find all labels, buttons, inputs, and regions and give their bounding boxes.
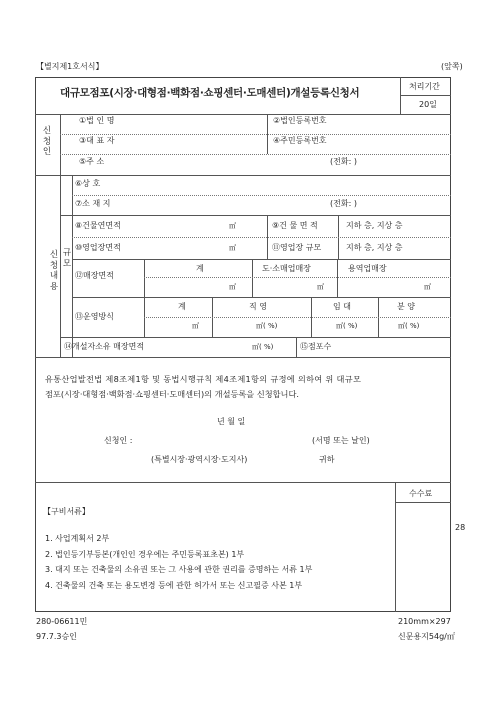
applicant-group-label: 신청인 (42, 126, 52, 158)
op-total-label: 계 (178, 302, 186, 311)
form-title: 대규모점포(시장·대형점·백화점·쇼핑센터·도매센터)개설등록신청서 (60, 87, 360, 99)
op-direct-value: ㎡( %) (256, 322, 278, 330)
sales-retail-unit: ㎡ (317, 283, 324, 291)
approval-date: 97.7.3승인 (36, 632, 77, 641)
fee-label: 수수료 (409, 489, 433, 498)
sales-total-unit: ㎡ (229, 283, 236, 291)
op-sale-value: ㎡( %) (398, 322, 420, 330)
document-item-4: 4. 건축물의 건축 또는 용도변경 등에 관한 허가서 또는 신고필증 사본 1부 (45, 581, 303, 590)
total-floor-area-label: ⑧건물연면적 (75, 221, 121, 230)
sales-service-unit: ㎡ (424, 283, 431, 291)
applicant-signature-label: 신청인 : (104, 436, 133, 445)
applicant-phone-label: (전화: ) (330, 157, 357, 166)
document-item-2: 2. 법인등기부등본(개인인 경우에는 주민등록표초본) 1부 (45, 550, 245, 559)
paper-type: 신문용지54g/㎡ (398, 632, 455, 641)
owner-area-label: ⑭개설자소유 매장면적 (64, 342, 145, 351)
operation-method-label: ⑬운영방식 (75, 312, 114, 321)
sales-total-label: 계 (196, 264, 204, 273)
declaration-line-1: 유통산업발전법 제8조제1항 및 동법시행규칙 제4조제1항의 규정에 의하여 위 대규모 (45, 374, 362, 384)
application-group-label: 신청내용 (49, 250, 59, 292)
business-floor-area-label: ⑩영업장면적 (75, 243, 121, 252)
sales-area-label: ⑫매장면적 (75, 271, 114, 280)
application-date: 년 월 일 (217, 417, 246, 426)
store-count-label: ⑮점포수 (300, 342, 332, 351)
corp-name-label: ①법 인 명 (79, 116, 115, 125)
form-number: 【별지제1호서식】 (36, 62, 104, 71)
owner-area-value: ㎡( %) (252, 343, 274, 351)
applicant-address-label: ⑤주 소 (79, 157, 105, 166)
op-lease-label: 임 대 (333, 302, 351, 311)
signature-note: (서명 또는 날인) (312, 436, 370, 445)
op-sale-label: 분 양 (397, 302, 415, 311)
resident-no-label: ④주민등록번호 (273, 136, 327, 145)
op-lease-value: ㎡( %) (336, 322, 358, 330)
form-code: 280-06611민 (36, 617, 88, 626)
business-floor-area-unit: ㎡ (229, 244, 236, 252)
business-floors-value: 지하 층, 지상 층 (346, 243, 403, 252)
sales-service-label: 용역업매장 (348, 264, 387, 273)
recipient-honorific: 귀하 (319, 455, 335, 464)
op-total-unit: ㎡ (192, 322, 199, 330)
paper-size: 210mm×297 (398, 617, 451, 626)
scale-sub-label: 규모 (62, 248, 72, 269)
location-label: ⑦소 재 지 (75, 199, 111, 208)
sales-retail-label: 도·소매업매장 (262, 264, 311, 273)
required-documents-title: 【구비서류】 (43, 507, 90, 516)
side-page-number: 28 (455, 523, 466, 532)
processing-period-value: 20일 (419, 100, 437, 109)
corp-reg-no-label: ②법인등록번호 (273, 116, 327, 125)
declaration-line-2: 점포(시장·대형점·백화점·쇼핑센터·도매센터)의 개설등록을 신청합니다. (45, 389, 299, 399)
trade-name-label: ⑥상 호 (75, 179, 101, 188)
op-direct-label: 직 영 (249, 302, 267, 311)
mayor-recipient: (특별시장·광역시장·도지사) (151, 455, 248, 464)
processing-period-label: 처리기간 (409, 82, 440, 91)
document-item-3: 3. 대지 또는 건축물의 소유권 또는 그 사용에 관한 권리를 증명하는 서류 1부 (45, 565, 313, 574)
total-floor-area-unit: ㎡ (229, 222, 236, 230)
business-scale-label: ⑪영업장 규모 (272, 243, 322, 252)
building-floors-value: 지하 층, 지상 층 (346, 221, 403, 230)
location-phone-label: (전화: ) (330, 199, 357, 208)
building-area-label: ⑨건 물 면 적 (272, 221, 318, 230)
page-side: (앞쪽) (441, 62, 463, 71)
representative-label: ③대 표 자 (79, 136, 115, 145)
document-item-1: 1. 사업계획서 2부 (45, 534, 110, 543)
